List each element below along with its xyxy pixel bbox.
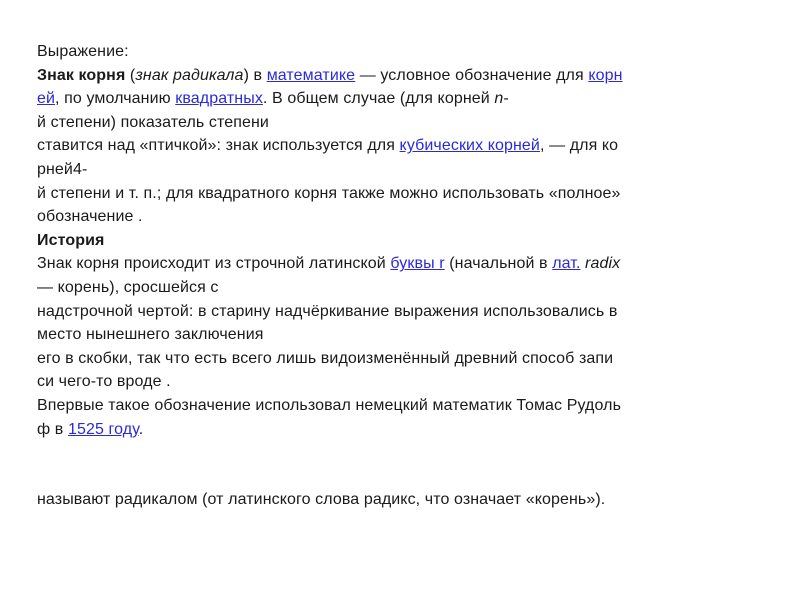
spacer (37, 441, 777, 488)
footer-line: называют радикалом (от латинского слова радикс, что означает «корень»). (37, 491, 606, 509)
paragraph-line: ф в 1525 году. (37, 420, 144, 438)
paragraph-line: ей, по умолчанию квадратных. В общем случае (для корней n- (37, 90, 509, 108)
article-text (37, 40, 777, 512)
paragraph-line: Знак корня происходит из строчной латинской буквы r (начальной в лат. radix (37, 255, 621, 273)
history-heading: История (37, 231, 105, 249)
paragraph-line: Впервые такое обозначение использовал немецкий математик Томас Рудоль (37, 396, 622, 414)
term-italic: знак радикала (135, 66, 244, 84)
paragraph-line: си чего-то вроде . (37, 373, 171, 391)
link-roots-part1[interactable]: корн (588, 66, 623, 84)
paragraph-line: надстрочной чертой: в старину надчёркивание выражения использовались в (37, 302, 618, 320)
paragraph-line: й степени и т. п.; для квадратного корня также можно использовать «полное» (37, 184, 621, 202)
link-mathematics[interactable]: математике (266, 66, 356, 84)
paragraph-line: Знак корня (знак радикала) в математике — условное обозначение для корн (37, 66, 623, 84)
paragraph-line: ставится над «птичкой»: знак используется для кубических корней, — для ко (37, 137, 619, 155)
paragraph-line: место нынешнего заключения (37, 326, 264, 344)
paragraph-line: его в скобки, так что есть всего лишь видоизменённый древний способ запи (37, 349, 614, 367)
link-cubic-roots[interactable]: кубических корней (399, 137, 540, 155)
link-roots-part2[interactable]: ей (37, 90, 56, 108)
link-letter-r[interactable]: буквы r (390, 255, 445, 273)
term-bold: Знак корня (37, 66, 126, 84)
link-square-roots[interactable]: квадратных (175, 90, 263, 108)
expression-heading: Выражение: (37, 43, 129, 60)
paragraph-line: рней4- (37, 160, 88, 178)
paragraph-line: — корень), сросшейся с (37, 278, 219, 296)
link-1525-year[interactable]: 1525 году (67, 420, 139, 438)
paragraph-line: обозначение . (37, 208, 143, 226)
paragraph-line: й степени) показатель степени (37, 113, 269, 131)
link-latin[interactable]: лат. (552, 255, 581, 273)
